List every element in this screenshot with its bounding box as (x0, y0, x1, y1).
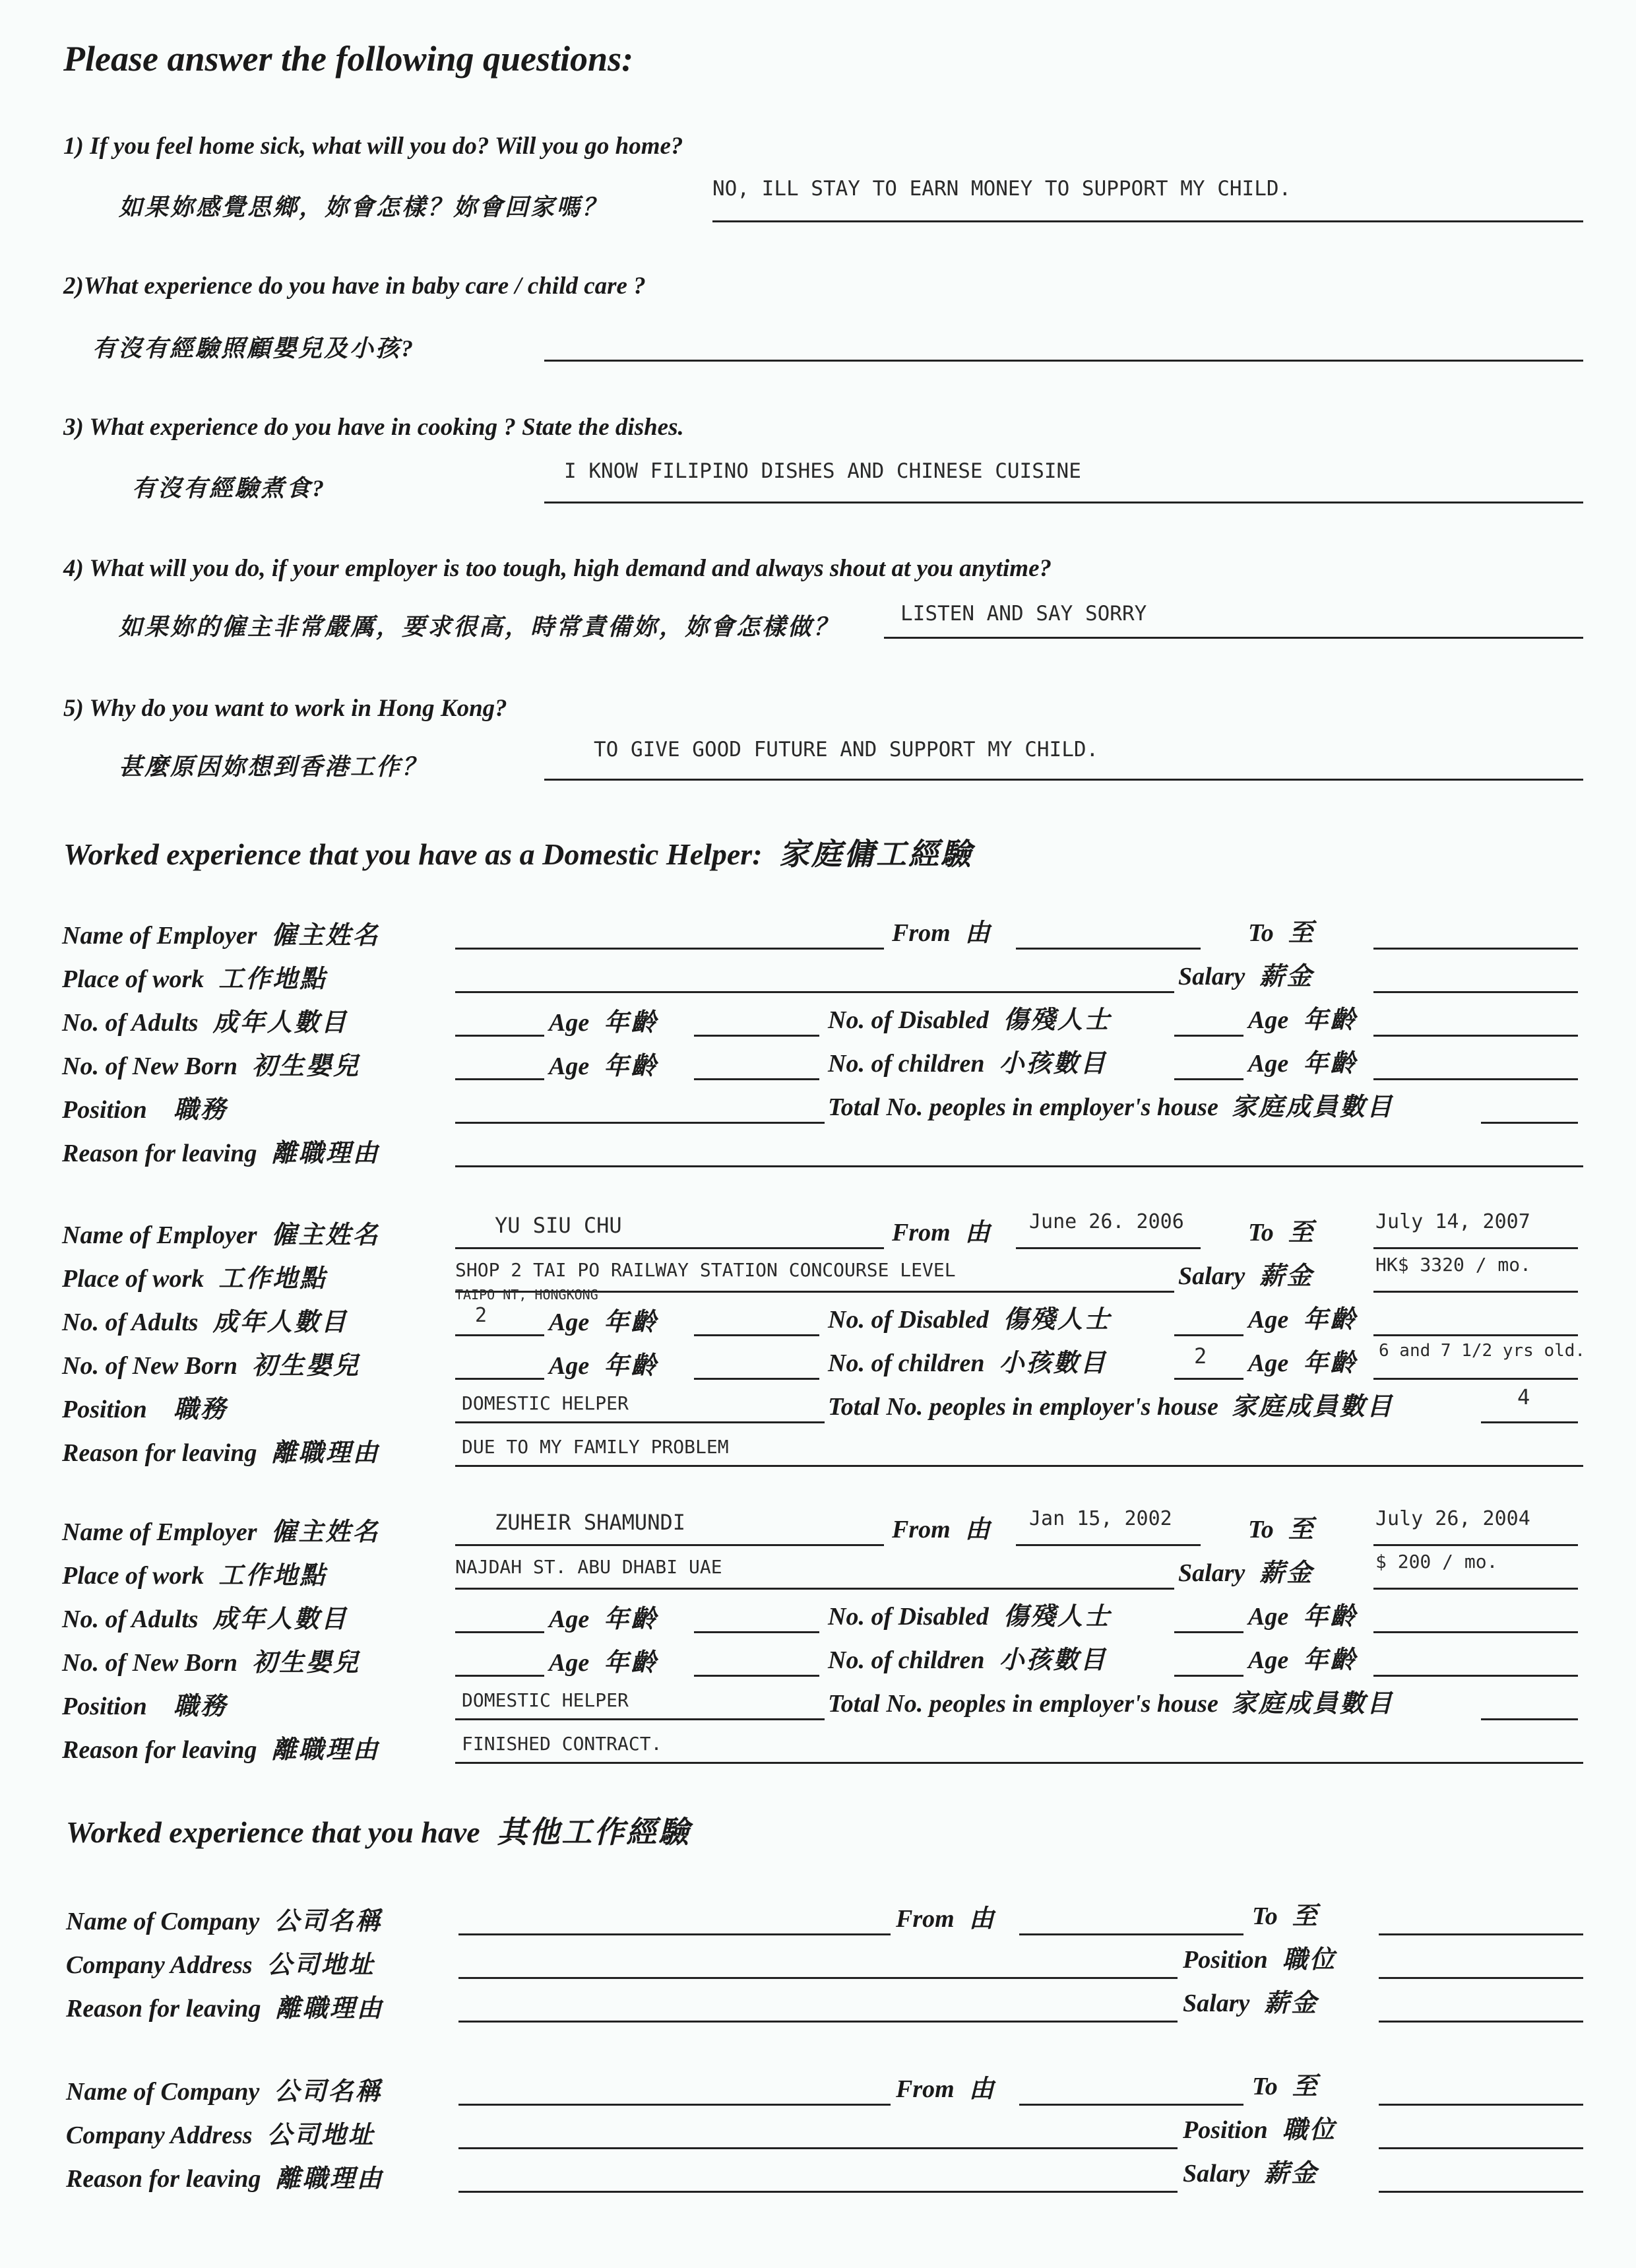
employer-3-from-label-en: From (892, 1516, 951, 1543)
answer-3[interactable]: I KNOW FILIPINO DISHES AND CHINESE CUISINE (564, 459, 1081, 483)
employer-3-name-label (62, 1511, 380, 1547)
company-1-position-label-zh: 職位 (1282, 1946, 1337, 1974)
company-2-from-label-en: From (896, 2075, 955, 2103)
employer-1-reason-label-zh: 離職理由 (271, 1140, 380, 1167)
employer-3-position-label (62, 1685, 228, 1722)
question-5-zh: 甚麼原因妳想到香港工作？ (119, 754, 428, 780)
company-1-reason-label (66, 1988, 384, 2024)
employer-2-from-label-zh: 由 (964, 1219, 992, 1247)
employer-3-adults-age-line (694, 1631, 819, 1633)
employer-3-new-born-label-zh: 初生嬰兒 (252, 1649, 361, 1677)
employer-2-children-value[interactable]: 2 (1194, 1344, 1207, 1369)
employer-1-children-label-zh: 小孩數目 (999, 1050, 1108, 1078)
employer-2-new-born-age-label (549, 1345, 658, 1381)
employer-1-disabled-label-en: No. of Disabled (828, 1006, 989, 1034)
employer-2-disabled-age-line (1373, 1334, 1578, 1336)
other-experience-heading-zh: 其他工作經驗 (497, 1815, 691, 1849)
domestic-helper-heading-en: Worked experience that you have as a Domestic Helper: (63, 837, 763, 871)
employer-3-name-label-zh: 僱主姓名 (271, 1518, 380, 1546)
employer-1-adults-age-label-zh: 年齡 (604, 1009, 658, 1037)
employer-2-total-value[interactable]: 4 (1517, 1384, 1530, 1409)
employer-2-name-label (62, 1214, 380, 1250)
company-2-name-label (66, 2071, 382, 2107)
question-1-zh: 如果妳感覺思鄉，妳會怎樣？妳會回家嗎？ (119, 194, 608, 220)
company-2-salary-label-en: Salary (1183, 2160, 1250, 2187)
employer-1-from-label-en: From (892, 919, 951, 947)
employer-3-disabled-age-label (1248, 1596, 1357, 1632)
employer-3-name-value[interactable]: ZUHEIR SHAMUNDI (495, 1510, 685, 1535)
employer-3-adults-label-zh: 成年人數目 (212, 1605, 348, 1633)
employer-3-total-line (1481, 1718, 1578, 1720)
employer-1-children-label (828, 1043, 1108, 1079)
employer-2-total-label-en: Total No. peoples in employer's house (828, 1393, 1218, 1421)
employer-2-new-born-age-label-en: Age (549, 1352, 590, 1380)
employer-3-new-born-label (62, 1642, 360, 1678)
employer-2-name-label-zh: 僱主姓名 (271, 1221, 380, 1249)
employer-1-new-born-age-line (694, 1078, 819, 1080)
employer-1-children-age-label-zh: 年齡 (1303, 1050, 1358, 1078)
employer-2-new-born-label-en: No. of New Born (62, 1352, 238, 1380)
company-1-address-label (66, 1944, 375, 1980)
company-2-position-label (1183, 2109, 1337, 2145)
employer-1-adults-label-zh: 成年人數目 (212, 1009, 348, 1037)
employer-2-new-born-label (62, 1345, 360, 1381)
employer-3-position-line (455, 1718, 825, 1720)
employer-3-to-label-en: To (1248, 1516, 1274, 1543)
employer-2-reason-label-zh: 離職理由 (271, 1439, 380, 1467)
company-2-name-label-en: Name of Company (66, 2078, 260, 2106)
employer-1-position-line (455, 1122, 825, 1124)
employer-3-reason-label-en: Reason for leaving (62, 1736, 257, 1764)
company-1-to-label (1252, 1895, 1319, 1931)
page-title: Please answer the following questions: (63, 39, 634, 79)
employer-2-reason-label (62, 1432, 380, 1468)
employer-3-new-born-age-label (549, 1642, 658, 1678)
company-1-name-label-en: Name of Company (66, 1908, 260, 1935)
employer-3-place-line (455, 1588, 1174, 1590)
employer-1-adults-line (455, 1035, 544, 1037)
company-1-name-line (458, 1933, 891, 1935)
employer-1-to-label (1248, 912, 1315, 948)
employer-3-new-born-line (455, 1675, 544, 1677)
employer-2-to-line (1373, 1247, 1578, 1249)
employer-1-adults-age-label-en: Age (549, 1009, 590, 1037)
employer-2-adults-age-line (694, 1334, 819, 1336)
employer-3-disabled-line (1174, 1631, 1243, 1633)
employer-3-place-label-en: Place of work (62, 1562, 204, 1590)
employer-3-total-label-zh: 家庭成員數目 (1231, 1690, 1394, 1718)
employer-3-position-value[interactable]: DOMESTIC HELPER (462, 1689, 629, 1711)
company-1-reason-label-zh: 離職理由 (275, 1995, 384, 2023)
employer-1-children-label-en: No. of children (828, 1050, 985, 1078)
employer-3-total-label-en: Total No. peoples in employer's house (828, 1690, 1218, 1718)
company-1-from-label-en: From (896, 1905, 955, 1933)
other-experience-heading (66, 1808, 691, 1852)
company-2-from-label (896, 2068, 996, 2104)
company-1-to-label-zh: 至 (1292, 1902, 1319, 1930)
company-2-address-label-en: Company Address (66, 2122, 253, 2149)
employer-2-new-born-age-label-zh: 年齡 (604, 1352, 658, 1380)
company-2-from-line (1019, 2104, 1243, 2106)
employer-2-adults-age-label-zh: 年齡 (604, 1309, 658, 1336)
employer-1-disabled-label-zh: 傷殘人士 (1003, 1006, 1112, 1034)
employer-1-new-born-label (62, 1045, 360, 1082)
company-2-position-label-en: Position (1183, 2116, 1268, 2144)
employer-2-salary-label-zh: 薪金 (1259, 1262, 1314, 1290)
company-1-position-label (1183, 1939, 1337, 1975)
employer-1-children-age-label-en: Age (1248, 1050, 1289, 1078)
employer-3-to-line (1373, 1544, 1578, 1546)
employer-2-adults-line (455, 1334, 544, 1336)
employer-1-adults-age-label (549, 1002, 658, 1038)
domestic-helper-heading (63, 830, 973, 874)
company-2-reason-label (66, 2158, 384, 2194)
employer-2-adults-age-label-en: Age (549, 1309, 590, 1336)
employer-2-position-label-zh: 職務 (173, 1396, 228, 1423)
employer-2-adults-age-label (549, 1301, 658, 1338)
employer-1-to-label-zh: 至 (1288, 919, 1315, 947)
employer-2-place-label-zh: 工作地點 (218, 1265, 327, 1293)
answer-2-line (544, 360, 1583, 362)
employer-1-reason-label (62, 1132, 380, 1169)
employer-3-disabled-label-zh: 傷殘人士 (1003, 1603, 1112, 1631)
employer-1-children-line (1174, 1078, 1243, 1080)
employer-3-position-label-en: Position (62, 1693, 147, 1720)
employer-1-disabled-line (1174, 1035, 1243, 1037)
employer-2-place-label (62, 1258, 327, 1294)
employer-3-place-label-zh: 工作地點 (218, 1562, 327, 1590)
employer-2-salary-label (1178, 1255, 1313, 1291)
employer-1-to-label-en: To (1248, 919, 1274, 947)
question-4-zh: 如果妳的僱主非常嚴厲，要求很高，時常責備妳，妳會怎樣做？ (119, 614, 840, 640)
employer-3-salary-label (1178, 1552, 1313, 1588)
employer-3-adults-age-label-en: Age (549, 1605, 590, 1633)
company-1-from-label-zh: 由 (968, 1905, 996, 1933)
employer-3-total-label (828, 1683, 1394, 1719)
employer-2-to-label-zh: 至 (1288, 1219, 1315, 1247)
company-1-reason-label-en: Reason for leaving (66, 1995, 261, 2023)
answer-4-line (884, 637, 1583, 639)
answer-5-line (544, 779, 1583, 781)
employer-2-disabled-label (828, 1299, 1112, 1335)
company-2-address-label (66, 2114, 375, 2151)
employer-3-children-label-en: No. of children (828, 1646, 985, 1674)
question-1: 1) If you feel home sick, what will you do? Will you go home? (63, 133, 683, 160)
employer-1-new-born-age-label-en: Age (549, 1053, 590, 1080)
employer-1-new-born-label-zh: 初生嬰兒 (252, 1053, 361, 1080)
employer-2-salary-label-en: Salary (1178, 1262, 1245, 1290)
employer-1-salary-line (1373, 991, 1578, 993)
employer-2-to-label-en: To (1248, 1219, 1274, 1247)
company-2-name-label-zh: 公司名稱 (274, 2078, 383, 2106)
employer-1-total-label-zh: 家庭成員數目 (1231, 1093, 1394, 1121)
employer-2-salary-value[interactable]: HK$ 3320 / mo. (1375, 1254, 1532, 1276)
question-4: 4) What will you do, if your employer is too tough, high demand and always shout at you anytime? (63, 555, 1052, 582)
employer-2-new-born-label-zh: 初生嬰兒 (252, 1352, 361, 1380)
company-1-from-line (1019, 1933, 1243, 1935)
employer-1-from-line (1016, 948, 1201, 950)
company-2-address-label-zh: 公司地址 (267, 2122, 375, 2149)
company-1-address-line (458, 1977, 1178, 1979)
employer-2-children-age-line (1373, 1378, 1578, 1380)
answer-1-line (712, 220, 1583, 222)
company-1-from-label (896, 1898, 996, 1934)
employer-2-reason-line (455, 1465, 1583, 1467)
employer-3-reason-label-zh: 離職理由 (271, 1736, 380, 1764)
employer-2-adults-label (62, 1301, 348, 1338)
company-1-name-label-zh: 公司名稱 (274, 1908, 383, 1935)
employer-2-reason-value[interactable]: DUE TO MY FAMILY PROBLEM (462, 1436, 729, 1458)
company-2-reason-label-en: Reason for leaving (66, 2165, 261, 2193)
employer-3-to-value[interactable]: July 26, 2004 (1375, 1507, 1530, 1530)
employer-2-to-value[interactable]: July 14, 2007 (1375, 1210, 1530, 1233)
answer-4[interactable]: LISTEN AND SAY SORRY (900, 602, 1147, 626)
employer-3-adults-label (62, 1598, 348, 1635)
employer-2-disabled-age-label-en: Age (1248, 1306, 1289, 1334)
employer-2-children-age-label-en: Age (1248, 1349, 1289, 1377)
employer-2-children-label (828, 1342, 1108, 1378)
employer-3-from-label (892, 1508, 992, 1545)
employer-1-total-line (1481, 1122, 1578, 1124)
employer-2-name-value[interactable]: YU SIU CHU (495, 1213, 622, 1238)
employer-3-to-label (1248, 1508, 1315, 1545)
employer-3-salary-label-en: Salary (1178, 1559, 1245, 1587)
answer-5[interactable]: TO GIVE GOOD FUTURE AND SUPPORT MY CHILD. (594, 738, 1099, 761)
employer-2-reason-label-en: Reason for leaving (62, 1439, 257, 1467)
employer-3-position-label-zh: 職務 (173, 1693, 228, 1720)
employer-1-place-label-en: Place of work (62, 965, 204, 993)
employer-3-place-value[interactable]: NAJDAH ST. ABU DHABI UAE (455, 1556, 722, 1578)
employer-1-disabled-age-label (1248, 999, 1357, 1035)
employer-2-total-label-zh: 家庭成員數目 (1231, 1393, 1394, 1421)
company-2-reason-label-zh: 離職理由 (275, 2165, 384, 2193)
employer-2-place-label-en: Place of work (62, 1265, 204, 1293)
company-2-salary-label (1183, 2153, 1318, 2189)
employer-1-place-line (455, 991, 1174, 993)
employer-2-position-line (455, 1421, 825, 1423)
employer-1-salary-label (1178, 956, 1313, 992)
employer-1-children-age-label (1248, 1043, 1357, 1079)
employer-1-from-label-zh: 由 (964, 919, 992, 947)
employer-1-place-label (62, 958, 327, 994)
company-2-salary-label-zh: 薪金 (1264, 2160, 1319, 2187)
employer-1-new-born-label-en: No. of New Born (62, 1053, 238, 1080)
employer-3-adults-label-en: No. of Adults (62, 1605, 199, 1633)
employer-1-adults-age-line (694, 1035, 819, 1037)
employer-2-children-label-zh: 小孩數目 (999, 1349, 1108, 1377)
domestic-helper-heading-zh: 家庭傭工經驗 (779, 837, 974, 871)
employer-3-disabled-age-label-zh: 年齡 (1303, 1603, 1358, 1631)
employer-1-new-born-line (455, 1078, 544, 1080)
question-2: 2)What experience do you have in baby care / child care ? (63, 273, 646, 300)
company-1-position-label-en: Position (1183, 1946, 1268, 1974)
employer-1-children-age-line (1373, 1078, 1578, 1080)
employer-2-children-age-value[interactable]: 6 and 7 1/2 yrs old. (1379, 1341, 1586, 1361)
company-2-to-label-zh: 至 (1292, 2073, 1319, 2100)
employer-3-children-age-label-en: Age (1248, 1646, 1289, 1674)
company-1-salary-label-en: Salary (1183, 1990, 1250, 2017)
company-2-to-label-en: To (1252, 2073, 1278, 2100)
question-3: 3) What experience do you have in cooking ? State the dishes. (63, 414, 684, 441)
employer-2-position-label (62, 1388, 228, 1425)
company-1-address-label-en: Company Address (66, 1951, 253, 1979)
employer-1-to-line (1373, 948, 1578, 950)
employer-2-place-value-2[interactable]: TAIPO NT, HONGKONG (455, 1287, 598, 1303)
employer-2-total-line (1481, 1421, 1578, 1423)
company-1-address-label-zh: 公司地址 (267, 1951, 375, 1979)
employer-3-new-born-age-label-en: Age (549, 1649, 590, 1677)
company-1-salary-label-zh: 薪金 (1264, 1990, 1319, 2017)
employer-2-children-label-en: No. of children (828, 1349, 985, 1377)
employer-3-disabled-age-label-en: Age (1248, 1603, 1289, 1631)
employer-2-from-label-en: From (892, 1219, 951, 1247)
employer-1-adults-label-en: No. of Adults (62, 1009, 199, 1037)
company-1-to-line (1379, 1933, 1583, 1935)
employer-3-to-label-zh: 至 (1288, 1516, 1315, 1543)
employer-1-name-label (62, 915, 380, 951)
employer-1-disabled-label (828, 999, 1112, 1035)
employer-3-from-label-zh: 由 (964, 1516, 992, 1543)
question-3-zh: 有沒有經驗煮食? (132, 475, 327, 502)
employer-1-salary-label-en: Salary (1178, 963, 1245, 990)
employer-1-salary-label-zh: 薪金 (1259, 963, 1314, 990)
employer-3-from-value[interactable]: Jan 15, 2002 (1029, 1507, 1172, 1530)
company-2-to-line (1379, 2104, 1583, 2106)
employer-1-disabled-age-label-zh: 年齡 (1303, 1006, 1358, 1034)
employer-3-new-born-age-line (694, 1675, 819, 1677)
employer-3-disabled-label (828, 1596, 1112, 1632)
employer-3-new-born-label-en: No. of New Born (62, 1649, 238, 1677)
other-experience-heading-en: Worked experience that you have (66, 1815, 480, 1849)
company-2-name-line (458, 2104, 891, 2106)
employer-3-reason-label (62, 1729, 380, 1765)
employer-3-salary-line (1373, 1588, 1578, 1590)
employer-2-adults-value[interactable]: 2 (475, 1304, 488, 1327)
employer-3-children-age-label (1248, 1639, 1357, 1675)
employer-1-position-label-en: Position (62, 1096, 147, 1124)
company-2-reason-line (458, 2191, 1178, 2193)
employer-2-total-label (828, 1386, 1394, 1422)
employer-2-disabled-label-en: No. of Disabled (828, 1306, 989, 1334)
employer-3-new-born-age-label-zh: 年齡 (604, 1649, 658, 1677)
employer-3-reason-value[interactable]: FINISHED CONTRACT. (462, 1733, 662, 1755)
answer-3-line (544, 502, 1583, 503)
employer-2-name-line (455, 1247, 884, 1249)
employer-3-adults-age-label-zh: 年齡 (604, 1605, 658, 1633)
employer-3-adults-age-label (549, 1598, 658, 1635)
employer-1-new-born-age-label-zh: 年齡 (604, 1053, 658, 1080)
employer-3-disabled-age-line (1373, 1631, 1578, 1633)
employer-1-name-line (455, 948, 884, 950)
employer-1-name-label-zh: 僱主姓名 (271, 922, 380, 950)
employer-2-adults-label-zh: 成年人數目 (212, 1309, 348, 1336)
company-1-position-line (1379, 1977, 1583, 1979)
employer-3-name-line (455, 1544, 884, 1546)
employer-3-children-label (828, 1639, 1108, 1675)
employer-1-from-label (892, 912, 992, 948)
employer-3-children-label-zh: 小孩數目 (999, 1646, 1108, 1674)
employer-2-disabled-label-zh: 傷殘人士 (1003, 1306, 1112, 1334)
company-1-reason-line (458, 2021, 1178, 2023)
employer-1-reason-line (455, 1165, 1583, 1167)
company-2-salary-line (1379, 2191, 1583, 2193)
company-1-name-label (66, 1900, 382, 1937)
employer-3-reason-line (455, 1762, 1583, 1764)
employer-3-children-line (1174, 1675, 1243, 1677)
employer-2-disabled-line (1174, 1334, 1243, 1336)
employer-1-total-label (828, 1086, 1394, 1122)
employer-3-place-label (62, 1555, 327, 1591)
employer-3-adults-line (455, 1631, 544, 1633)
employer-2-children-age-label-zh: 年齡 (1303, 1349, 1358, 1377)
employer-2-children-line (1174, 1378, 1243, 1380)
employer-2-new-born-line (455, 1378, 544, 1380)
question-2-zh: 有沒有經驗照顧嬰兒及小孩? (92, 335, 416, 362)
employer-3-salary-label-zh: 薪金 (1259, 1559, 1314, 1587)
answer-1[interactable]: NO, ILL STAY TO EARN MONEY TO SUPPORT MY CHILD. (712, 177, 1292, 201)
employer-2-disabled-age-label (1248, 1299, 1357, 1335)
employer-3-disabled-label-en: No. of Disabled (828, 1603, 989, 1631)
employer-1-reason-label-en: Reason for leaving (62, 1140, 257, 1167)
employer-3-name-label-en: Name of Employer (62, 1518, 257, 1546)
company-2-from-label-zh: 由 (968, 2075, 996, 2103)
employer-2-from-line (1016, 1247, 1201, 1249)
employer-2-from-label (892, 1212, 992, 1248)
company-2-position-label-zh: 職位 (1282, 2116, 1337, 2144)
employer-2-salary-line (1373, 1291, 1578, 1293)
employer-1-disabled-age-label-en: Age (1248, 1006, 1289, 1034)
company-1-salary-line (1379, 2021, 1583, 2023)
employer-3-from-line (1016, 1544, 1201, 1546)
employer-1-disabled-age-line (1373, 1035, 1578, 1037)
company-2-address-line (458, 2147, 1178, 2149)
employer-2-position-value[interactable]: DOMESTIC HELPER (462, 1392, 629, 1414)
question-5: 5) Why do you want to work in Hong Kong? (63, 695, 507, 722)
employer-2-new-born-age-line (694, 1378, 819, 1380)
employer-1-position-label (62, 1089, 228, 1125)
employer-3-salary-value[interactable]: $ 200 / mo. (1375, 1551, 1498, 1572)
company-2-position-line (1379, 2147, 1583, 2149)
employer-2-disabled-age-label-zh: 年齡 (1303, 1306, 1358, 1334)
employer-1-position-label-zh: 職務 (173, 1096, 228, 1124)
employer-1-place-label-zh: 工作地點 (218, 965, 327, 993)
employer-2-position-label-en: Position (62, 1396, 147, 1423)
employer-1-name-label-en: Name of Employer (62, 922, 257, 950)
employer-1-total-label-en: Total No. peoples in employer's house (828, 1093, 1218, 1121)
employer-2-name-label-en: Name of Employer (62, 1221, 257, 1249)
employer-3-children-age-line (1373, 1675, 1578, 1677)
company-1-salary-label (1183, 1982, 1318, 2019)
employer-2-from-value[interactable]: June 26. 2006 (1029, 1210, 1184, 1233)
company-2-to-label (1252, 2065, 1319, 2102)
employer-1-new-born-age-label (549, 1045, 658, 1082)
company-1-to-label-en: To (1252, 1902, 1278, 1930)
employer-1-adults-label (62, 1002, 348, 1038)
employer-2-children-age-label (1248, 1342, 1357, 1378)
employer-3-children-age-label-zh: 年齡 (1303, 1646, 1358, 1674)
employer-2-place-value[interactable]: SHOP 2 TAI PO RAILWAY STATION CONCOURSE LEVEL (455, 1259, 956, 1281)
employer-2-to-label (1248, 1212, 1315, 1248)
employer-2-adults-label-en: No. of Adults (62, 1309, 199, 1336)
